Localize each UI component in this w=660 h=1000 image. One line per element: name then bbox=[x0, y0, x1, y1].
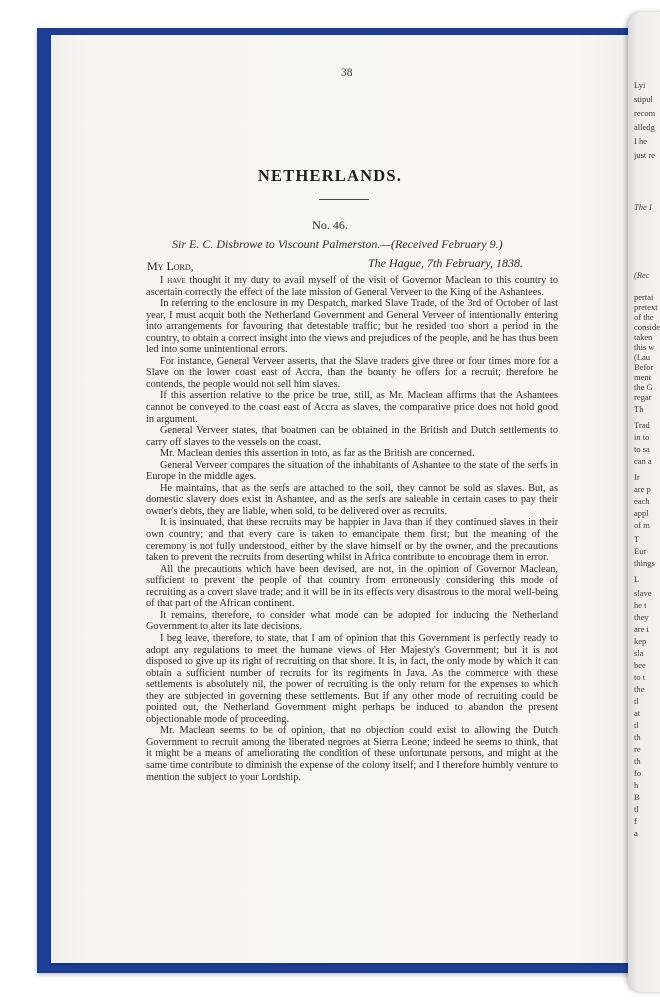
paragraph: It is insinuated, that these recruits may be happier in Java than if they continued slaves in their own country; and that every care is taken to emancipate them first; but the meaning of the ceremony is not fully understood, either by the slave himself or by the owner, and the precautions taken to prevent the recruits from deserting whilst in Africa contribute to encourage them in error. bbox=[146, 517, 558, 564]
page-title: NETHERLANDS. bbox=[257, 166, 403, 185]
page-number: 38 bbox=[341, 67, 353, 79]
facing-page-fragment: th bbox=[634, 732, 641, 742]
facing-page-fragment: tl bbox=[634, 696, 639, 706]
paragraph: I beg leave, therefore, to state, that I am of opinion that this Government is perfectly ready to adopt any regulations to meet the humane views of Her Majesty's Government; but it is not disposed to give up its right of recruiting on that shore. It is, in fact, the only mode by which it can obtain a sufficient number of recruits for its regiments in Java. As the commerce with these settlements is absolutely nil, the power of recruiting is the only return for the expenses to which they are subjected in governing these settlements. But if any other mode of recruiting could be pointed out, the Netherland Government might perhaps be induced to abandon the present objectionable mode of proceeding. bbox=[146, 632, 558, 725]
facing-page-fragment: he t bbox=[634, 600, 647, 610]
facing-page-fragment: regar bbox=[634, 392, 652, 402]
facing-page-fragment: recom bbox=[634, 108, 656, 118]
facing-page-fragment: taken bbox=[634, 332, 653, 342]
facing-page-fragment: are p bbox=[634, 484, 651, 494]
facing-page-fragment: ment bbox=[634, 372, 651, 382]
facing-page-fragment: things bbox=[634, 558, 655, 568]
facing-page-fragment: they bbox=[634, 612, 649, 622]
facing-page-fragment: Eur bbox=[634, 546, 647, 556]
facing-page-fragment: f bbox=[634, 816, 637, 826]
paragraph: General Verveer states, that boatmen can be obtained in the British and Dutch settlements to carry off slaves to the vessels on the coast. bbox=[146, 425, 558, 448]
facing-page-fragment: h bbox=[634, 780, 639, 790]
paragraph: General Verveer compares the situation of the inhabitants of Ashantee to the state of the serfs in Europe in the middle ages. bbox=[146, 459, 558, 483]
document-number: No. 46. bbox=[312, 218, 348, 232]
facing-page-fragment: th bbox=[634, 756, 641, 766]
paragraph: All the precautions which have been devised, are not, in the opinion of Governor Maclean, sufficient to prevent the people of that country from erroneously considering this mode of recruiting as a covert slave trade; and it will be in its effects very disastrous to the moral well-being of that part of the African continent. bbox=[146, 563, 558, 610]
paragraph: In referring to the enclosure in my Despatch, marked Slave Trade, of the 3rd of October of last year, I must acquit both the Netherland Government and General Verveer of intentionally entering into arrangements for favouring that detestable traffic; but he resided too short a period in the country, to obtain a correct insight into the views and prejudices of the people, and he has thus been led into some unintentional errors. bbox=[146, 298, 558, 356]
facing-page-fragment: a bbox=[634, 828, 638, 838]
facing-page-fragment: of the bbox=[634, 312, 654, 322]
facing-page-fragment: B bbox=[634, 792, 640, 802]
paragraph: It remains, therefore, to consider what mode can be adopted for inducing the Netherland Government to alter its late decisions. bbox=[146, 609, 558, 633]
facing-page-fragment: (Rec bbox=[634, 270, 650, 280]
title-rule bbox=[319, 199, 369, 200]
facing-page-fragment: sla bbox=[634, 648, 644, 658]
paragraph: If this assertion relative to the price be true, still, as Mr. Maclean affirms that the Ashantees cannot be conveyed to the coast east of Accra as slaves, the comparative price does not hold good in argument. bbox=[146, 390, 558, 425]
facing-page-fragment: re bbox=[634, 744, 641, 754]
facing-page-fragment: (Lau bbox=[634, 352, 651, 362]
facing-page-fragment: can a bbox=[634, 456, 652, 466]
salutation bbox=[147, 259, 194, 274]
facing-page-fragment: the G bbox=[634, 382, 653, 392]
opening-caps: I have bbox=[160, 275, 186, 286]
facing-page-fragment: at bbox=[634, 708, 641, 718]
facing-page-fragment: The I bbox=[634, 202, 652, 212]
paragraph bbox=[146, 275, 558, 298]
letter-body bbox=[146, 275, 558, 783]
facing-page-fragment: to sa bbox=[634, 444, 650, 454]
facing-page-fragment: pretext bbox=[634, 302, 658, 312]
facing-page-fragment: pertai bbox=[634, 292, 654, 302]
paragraph: For instance, General Verveer asserts, that the Slave traders give three or four times more for a Slave on the lower coast east of Accra, than the bounty he offers for a recruit; therefore he contends, the people would not sell him slaves. bbox=[146, 355, 558, 390]
facing-page-fragment: fo bbox=[634, 768, 642, 778]
facing-page bbox=[628, 12, 660, 992]
facing-page-fragment: Ir bbox=[634, 472, 640, 482]
facing-page-fragment: Lyi bbox=[634, 80, 646, 90]
document-header: Sir E. C. Disbrowe to Viscount Palmerston.—(Received February 9.) bbox=[172, 237, 503, 251]
facing-page-fragment: this w bbox=[634, 342, 655, 352]
facing-page-fragment: in to bbox=[634, 432, 650, 442]
paragraph: He maintains, that as the serfs are attached to the soil, they cannot be sold as slaves. But, as domestic slavery does exist in Ashantee, and as the serfs are saleable in certain cases to pay their owner's debts, they are liable, when sold, to be delivered over as recruits. bbox=[146, 482, 558, 517]
facing-page-fragment: each bbox=[634, 496, 650, 506]
paragraph: Mr. Maclean denies this assertion in toto, as far as the British are concerned. bbox=[160, 448, 475, 460]
facing-page-fragment: conside bbox=[634, 322, 660, 332]
facing-page-fragment: to t bbox=[634, 672, 646, 682]
facing-page-fragment: T bbox=[634, 534, 640, 544]
facing-page-fragment: Trad bbox=[634, 420, 650, 430]
facing-page-fragment: of m bbox=[634, 520, 650, 530]
facing-page-fragment: are i bbox=[634, 624, 649, 634]
paragraph-text: thought it my duty to avail myself of the visit of Governor Maclean to this country to ascertain correctly the effect of the late mission of General Verveer to the King of the Ashantees. bbox=[146, 275, 558, 298]
facing-page-fragment: Th bbox=[634, 404, 644, 414]
facing-page-fragment: slave bbox=[634, 588, 652, 598]
facing-page-fragment: kep bbox=[634, 636, 647, 646]
paragraph: Mr. Maclean seems to be of opinion, that no objection could exist to allowing the Dutch Government to recruit among the liberated negroes at Sierra Leone; indeed he seems to think, that it might be a means of ameliorating the condition of these unfortunate persons, and might at the same time contribute to diminish the expense of the colony itself; and I therefore humbly venture to mention the subject to your Lordship. bbox=[146, 725, 558, 783]
facing-page-fragment: just re bbox=[634, 150, 656, 160]
facing-page-fragment: stipul bbox=[634, 94, 653, 104]
facing-page-fragment: the bbox=[634, 684, 645, 694]
salutation-text: My Lord, bbox=[147, 259, 194, 273]
facing-page-fragment: tl bbox=[634, 720, 639, 730]
facing-page-fragment: I he bbox=[634, 136, 647, 146]
facing-page-fragment: appl bbox=[634, 508, 649, 518]
dateline: The Hague, 7th February, 1838. bbox=[368, 256, 523, 270]
facing-page-fragment: tl bbox=[634, 804, 639, 814]
facing-page-fragment: L bbox=[634, 574, 640, 584]
facing-page-fragment: alledg bbox=[634, 122, 655, 132]
facing-page-fragment: bee bbox=[634, 660, 646, 670]
facing-page-fragment: Befor bbox=[634, 362, 654, 372]
